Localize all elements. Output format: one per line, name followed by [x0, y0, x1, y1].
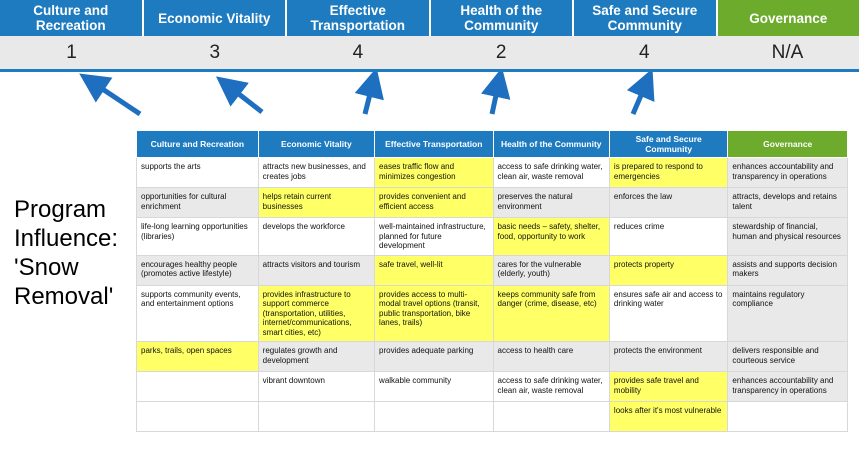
score-band	[0, 36, 859, 72]
matrix-cell	[258, 402, 374, 432]
header-column-label: Safe and Secure Community	[592, 3, 698, 33]
matrix-cell: keeps community safe from danger (crime, disease, etc)	[493, 285, 609, 342]
caption-line-2: Influence:	[14, 225, 119, 252]
arrow-economic-vitality	[231, 88, 262, 112]
matrix-cell: access to safe drinking water, clean air, waste removal	[493, 158, 609, 188]
header-column-governance	[718, 0, 859, 36]
matrix-header-governance: Governance	[728, 131, 848, 158]
score-economic-vitality: 3	[209, 41, 221, 63]
header-column-label: Governance	[749, 10, 828, 26]
matrix-cell: vibrant downtown	[258, 372, 374, 402]
matrix-header-economic-vitality: Economic Vitality	[258, 131, 374, 158]
matrix-cell	[728, 402, 848, 432]
header-column-label: Culture and Recreation	[33, 3, 109, 33]
matrix-cell: enhances accountability and transparency in operations	[728, 372, 848, 402]
program-influence-caption	[14, 195, 136, 311]
matrix-cell: encourages healthy people (promotes active lifestyle)	[137, 255, 259, 285]
header-column-economic-vitality	[144, 0, 288, 36]
matrix-cell: well-maintained infrastructure, planned for future development	[375, 218, 494, 256]
matrix-body	[137, 158, 848, 432]
matrix-cell: develops the workforce	[258, 218, 374, 256]
matrix-cell	[375, 402, 494, 432]
matrix-cell: regulates growth and development	[258, 342, 374, 372]
score-governance: N/A	[771, 41, 804, 63]
matrix-cell: provides safe travel and mobility	[609, 372, 728, 402]
matrix-row	[137, 342, 848, 372]
matrix-cell: protects the environment	[609, 342, 728, 372]
caption-line-3: 'Snow	[14, 254, 79, 281]
matrix-cell	[137, 372, 259, 402]
matrix-cell: is prepared to respond to emergencies	[609, 158, 728, 188]
arrow-culture-and-recreation	[95, 84, 140, 114]
matrix-cell: supports the arts	[137, 158, 259, 188]
scorecard-header-band	[0, 0, 859, 36]
matrix-cell: provides convenient and efficient access	[375, 188, 494, 218]
matrix-cell: access to safe drinking water, clean air, waste removal	[493, 372, 609, 402]
matrix-cell: parks, trails, open spaces	[137, 342, 259, 372]
matrix-header-health-of-the-community: Health of the Community	[493, 131, 609, 158]
matrix-cell: attracts visitors and tourism	[258, 255, 374, 285]
header-column-health-of-the-community	[431, 0, 575, 36]
score-safe-and-secure-community: 4	[638, 41, 650, 63]
matrix-cell: maintains regulatory compliance	[728, 285, 848, 342]
matrix-cell: walkable community	[375, 372, 494, 402]
matrix-cell: attracts new businesses, and creates jobs	[258, 158, 374, 188]
matrix-cell: stewardship of financial, human and physical resources	[728, 218, 848, 256]
score-health-of-the-community: 2	[495, 41, 507, 63]
matrix-cell: provides adequate parking	[375, 342, 494, 372]
matrix-header-effective-transportation: Effective Transportation	[375, 131, 494, 158]
header-column-label: Effective Transportation	[310, 3, 405, 33]
matrix-row	[137, 188, 848, 218]
arrow-effective-transportation	[365, 86, 372, 114]
matrix-cell: ensures safe air and access to drinking water	[609, 285, 728, 342]
matrix-cell: preserves the natural environment	[493, 188, 609, 218]
matrix-row	[137, 372, 848, 402]
matrix-cell: opportunities for cultural enrichment	[137, 188, 259, 218]
matrix-cell: supports community events, and entertainment options	[137, 285, 259, 342]
score-culture-and-recreation: 1	[66, 41, 77, 63]
matrix-cell: access to health care	[493, 342, 609, 372]
matrix-row	[137, 218, 848, 256]
matrix-cell	[493, 402, 609, 432]
matrix-row	[137, 255, 848, 285]
matrix-cell: protects property	[609, 255, 728, 285]
arrow-safe-and-secure-community	[633, 86, 645, 114]
matrix-cell: enforces the law	[609, 188, 728, 218]
matrix-header-culture-and-recreation: Culture and Recreation	[137, 131, 259, 158]
header-column-label: Economic Vitality	[158, 10, 271, 26]
matrix-cell: helps retain current businesses	[258, 188, 374, 218]
matrix-cell: life-long learning opportunities (libraries)	[137, 218, 259, 256]
matrix-cell	[137, 402, 259, 432]
arrow-health-of-the-community	[492, 86, 498, 114]
matrix-row	[137, 402, 848, 432]
matrix-cell: looks after it's most vulnerable	[609, 402, 728, 432]
matrix-cell: eases traffic flow and minimizes congestion	[375, 158, 494, 188]
matrix-header-safe-and-secure-community: Safe and Secure Community	[609, 131, 728, 158]
matrix-row	[137, 158, 848, 188]
matrix-cell: basic needs – safety, shelter, food, opportunity to work	[493, 218, 609, 256]
matrix-cell: assists and supports decision makers	[728, 255, 848, 285]
matrix-cell: cares for the vulnerable (elderly, youth)	[493, 255, 609, 285]
caption-line-1: Program	[14, 196, 107, 223]
matrix-cell: provides infrastructure to support commerce (transportation, utilities, internet/communications, smart cities, etc)	[258, 285, 374, 342]
matrix-cell: delivers responsible and courteous service	[728, 342, 848, 372]
matrix-cell: attracts, develops and retains talent	[728, 188, 848, 218]
header-column-effective-transportation	[287, 0, 431, 36]
header-column-label: Health of the Community	[460, 3, 543, 33]
header-column-safe-and-secure-community	[574, 0, 718, 36]
header-column-culture-and-recreation	[0, 0, 144, 36]
score-effective-transportation: 4	[352, 41, 364, 63]
matrix-cell: safe travel, well-lit	[375, 255, 494, 285]
matrix-cell: provides access to multi-modal travel options (transit, public transportation, bike lanes, trails)	[375, 285, 494, 342]
caption-line-4: Removal'	[14, 283, 114, 310]
matrix-cell: enhances accountability and transparency in operations	[728, 158, 848, 188]
arrow-layer	[0, 72, 859, 132]
matrix-row	[137, 285, 848, 342]
matrix-cell: reduces crime	[609, 218, 728, 256]
matrix-header-row	[137, 131, 848, 158]
influence-matrix	[136, 130, 848, 432]
